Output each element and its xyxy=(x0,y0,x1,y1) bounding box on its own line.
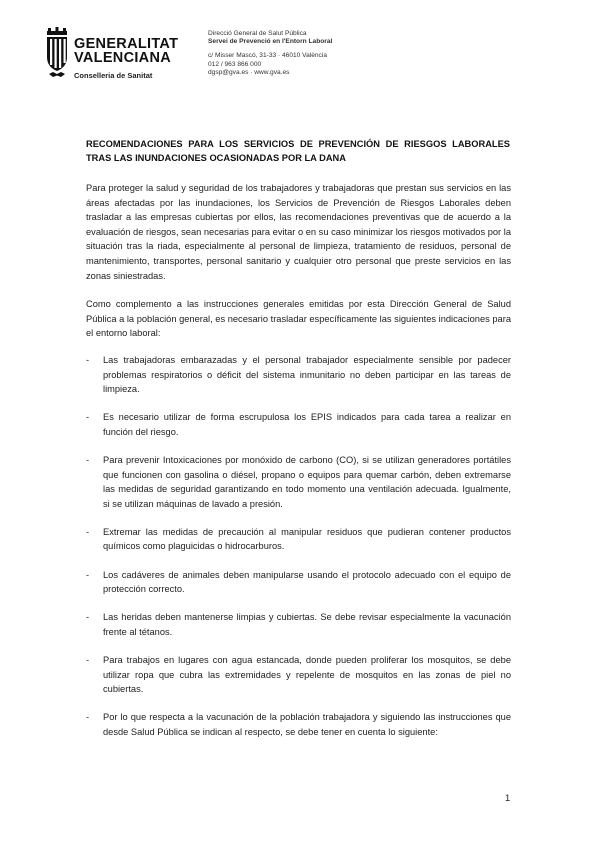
bullet-dash: - xyxy=(86,454,90,465)
list-item xyxy=(86,568,511,597)
list-item xyxy=(86,353,511,397)
list-item-text: Extremar las medidas de precaución al manipular residuos que pudieran contener productos químicos como plaguicidas o hidrocarburos. xyxy=(103,526,511,552)
list-item-text: Las trabajadoras embarazadas y el personal trabajador especialmente sensible por padecer problemas respiratorios o déficit del sistema inmunitario no deben participar en las tareas de limpieza. xyxy=(103,355,511,395)
list-item-text: Es necesario utilizar de forma escrupulosa los EPIS indicados para cada tarea a realizar en función del riesgo. xyxy=(103,412,511,437)
generalitat-emblem-icon xyxy=(44,27,70,81)
list-item xyxy=(86,653,511,697)
list-item xyxy=(86,525,511,554)
bullet-dash: - xyxy=(86,612,90,623)
list-item-text: Para prevenir Intoxicaciones por monóxido de carbono (CO), si se utilizan generadores portátiles que funcionen con gasolina o diésel, propano o equipos para quemar carbón, deben extremarse las medidas de seguridad garantizando en todo momento una ventilación adecuada. Igualmente, si se utilizan máquinas de lavado a presión. xyxy=(103,454,511,509)
list-item xyxy=(86,710,511,739)
paragraph-complement: Como complemento a las instrucciones generales emitidas por esta Dirección General de Salud Pública a la población general, es necesario trasladar específicamente las siguientes indicaciones para el entorno laboral: xyxy=(86,299,511,339)
document-title: RECOMENDACIONES PARA LOS SERVICIOS DE PREVENCIÓN DE RIESGOS LABORALES TRAS LAS INUNDACIONES OCASIONADAS POR LA DANA xyxy=(86,139,510,163)
letterhead-info xyxy=(208,30,332,77)
list-item xyxy=(86,610,511,639)
list-item-text: Las heridas deben mantenerse limpias y cubiertas. Se debe revisar especialmente la vacunación frente al tétanos. xyxy=(103,612,511,637)
direccio-general: Direcció General de Salut Pública xyxy=(208,30,307,37)
bullet-dash: - xyxy=(86,654,90,665)
letterhead-logo xyxy=(44,27,194,87)
list-item xyxy=(86,453,511,511)
phone: 012 / 963 866 000 xyxy=(208,60,262,68)
bullet-dash: - xyxy=(86,526,90,537)
list-item-text: Para trabajos en lugares con agua estancada, donde pueden proliferar los mosquitos, se debe utilizar ropa que cubra las extremidades y repelente de mosquitos en las zonas de piel no cubiertas. xyxy=(103,654,511,695)
contact-web: dgsp@gva.es · www.gva.es xyxy=(208,68,290,76)
bullet-dash: - xyxy=(86,412,90,423)
servei-name: Servei de Prevenció en l'Entorn Laboral xyxy=(208,38,333,46)
brand-name xyxy=(74,37,178,65)
conselleria-name: Conselleria de Sanitat xyxy=(74,71,153,80)
list-item-text: Los cadáveres de animales deben manipularse usando el protocolo adecuado con el equipo de protección correcto. xyxy=(103,569,511,595)
page-number: 1 xyxy=(505,793,511,803)
bullet-dash: - xyxy=(86,569,90,580)
brand-line-2: VALENCIANA xyxy=(74,50,171,66)
brand-line-1: GENERALITAT xyxy=(74,36,179,52)
list-item-text: Por lo que respecta a la vacunación de la población trabajadora y siguiendo las instrucciones que desde Salud Pública se indican al respecto, se debe tener en cuenta lo siguiente: xyxy=(103,712,511,737)
paragraph-intro: Para proteger la salud y seguridad de los trabajadores y trabajadoras que prestan sus servicios en las áreas afectadas por las inundaciones, los Servicios de Prevención de Riesgos Laborales deben trasladar a las empresas cubiertas por ellos, las recomendaciones preventivas que de acuerdo a la evaluación de riesgos, sean necesarias para evitar o en su caso minimizar los riesgos motivados por la situación tras la riada, especialmente al personal de limpieza, tratamiento de residuos, personal de mantenimiento, transportes, personal sanitario y cualquier otro personal que preste servicios en las zonas siniestradas. xyxy=(86,183,511,281)
bullet-dash: - xyxy=(86,712,90,723)
bullet-dash: - xyxy=(86,355,90,365)
address: c/ Misser Mascó, 31-33 · 46010 València xyxy=(208,52,327,60)
recommendations-list xyxy=(86,353,511,753)
list-item xyxy=(86,410,511,439)
